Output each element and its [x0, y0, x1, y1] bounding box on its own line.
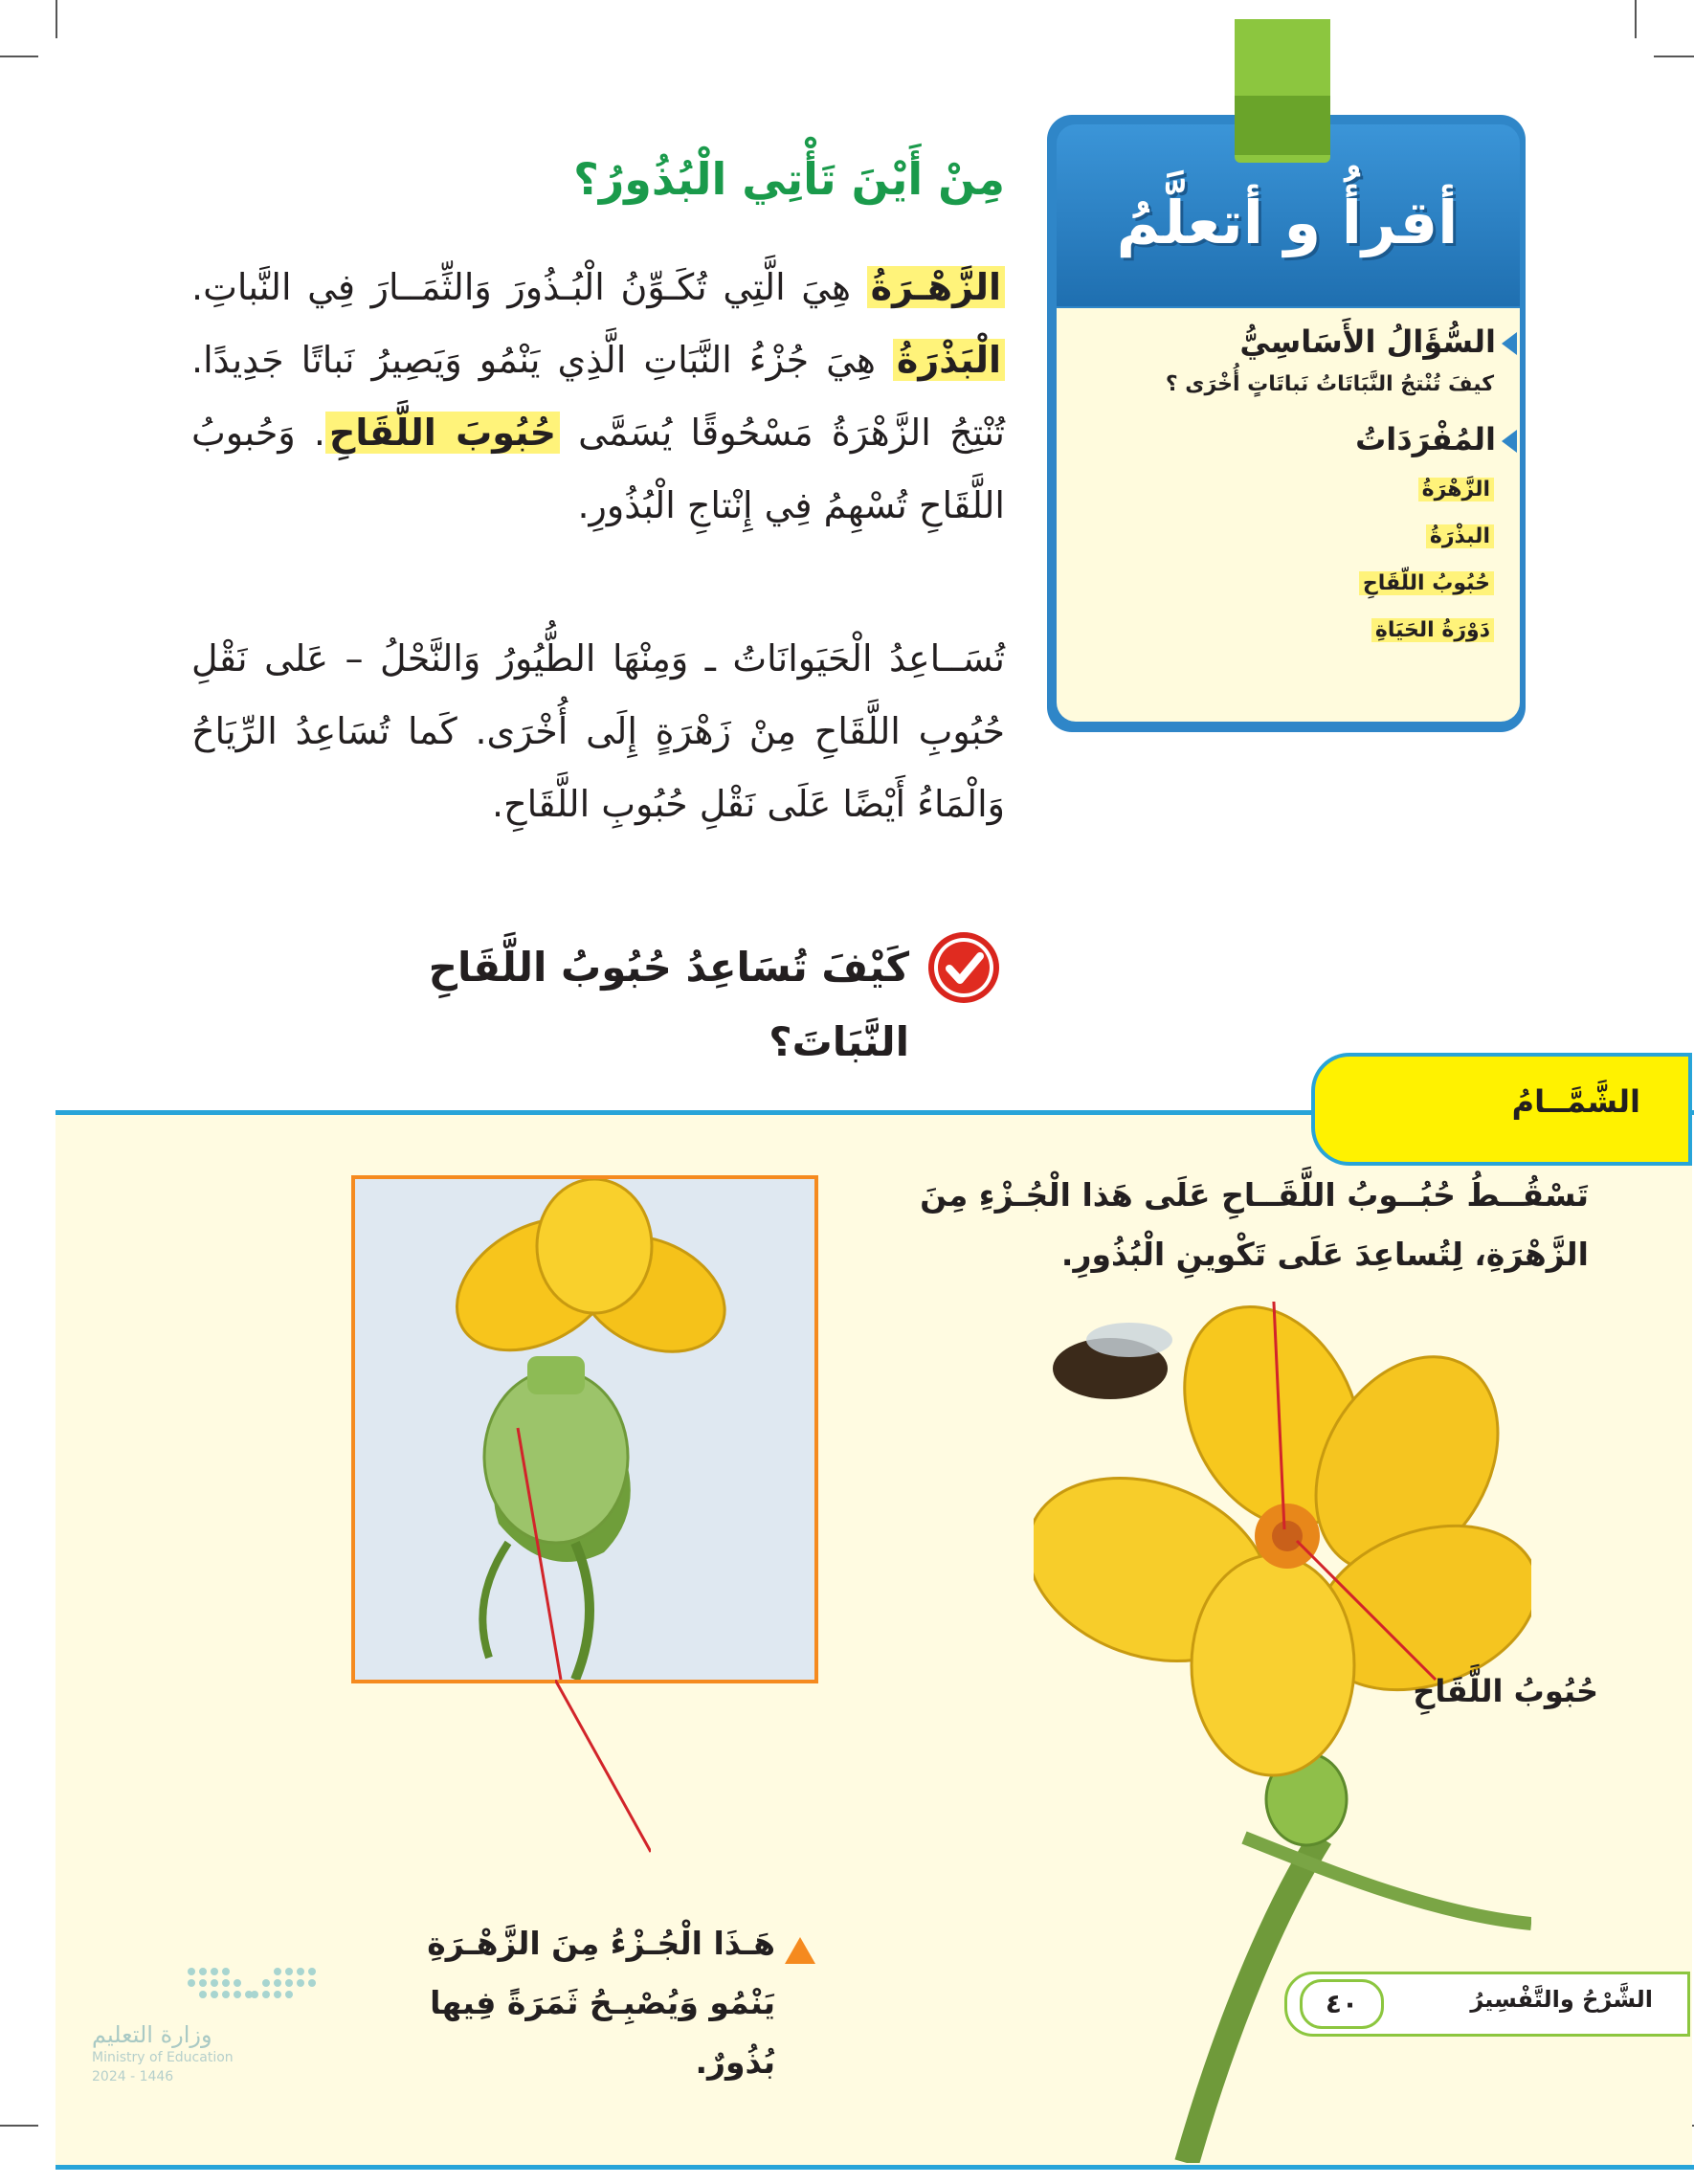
- essential-question-heading: [1067, 318, 1517, 366]
- ministry-name-ar: وزارة التعليم: [92, 2021, 212, 2048]
- section-label-tab: [1311, 1053, 1692, 1166]
- paragraph-2: تُسَــاعِدُ الْحَيَوانَاتُ ـ وَمِنْهَا الطُّيُورُ وَالنَّحْلُ – عَلى نَقْلِ حُبُوبِ اللَّقَاحِ مِنْ زَهْرَةٍ إِلَى أُخْرَى. كَما تُسَاعِدُ الرِّيَاحُ وَالْمَاءُ أَيْضًا عَلَى نَقْلِ حُبُوبِ اللَّقَاحِ.: [191, 637, 1005, 825]
- left-caption: هَـذَا الْجُـزْءُ مِنَ الزَّهْـرَةِ يَنْمُو وَيُصْبِـحُ ثَمَرَةً فِيها بُذُورٌ.: [427, 1925, 775, 2081]
- term-flower: الزَّهْـرَةُ: [867, 266, 1005, 308]
- vocabulary-list: [1067, 467, 1517, 655]
- learn-box-content: [1067, 318, 1517, 655]
- lesson-section-label: الشَّرْحُ والتَّفْسِيرُ: [1470, 1986, 1653, 2013]
- vocabulary-label: المُفْرَدَاتُ: [1355, 421, 1496, 457]
- ministry-year: 2024 - 1446: [92, 2069, 174, 2084]
- lesson-heading: مِنْ أَيْنَ تَأْتِي الْبُذُورُ؟: [573, 153, 1005, 205]
- section-border-bottom: [56, 2165, 1694, 2170]
- paragraph-1: [191, 251, 1005, 542]
- pointer-line: [555, 1680, 651, 1871]
- crop-mark: [1635, 0, 1637, 38]
- paragraph-text: هِيَ الَّتِي تُكَـوِّنُ الْبُـذُورَ وَالثِّمَــارَ فِي النَّباتِ.: [191, 266, 867, 308]
- vocab-item: دَوْرَةُ الحَيَاةِ: [1371, 618, 1494, 642]
- crop-mark: [56, 0, 57, 38]
- paragraph-text: تُنْتِجُ الزَّهْرَةُ مَسْحُوقًا يُسَمَّى: [560, 412, 1006, 454]
- melon-fruit-illustration: [355, 1179, 814, 1680]
- term-pollen: حُبُوبَ اللَّقَاحِ: [325, 412, 560, 454]
- section-label: الشَّمَّــامُ: [1511, 1083, 1640, 1120]
- page-number: ٤٠: [1300, 1979, 1384, 2029]
- essential-question: كيفَ تُنْتجُ النَّبَاتَاتُ نَباتَاتٍ أُخْرَى ؟: [1165, 372, 1494, 396]
- check-icon: [926, 930, 1001, 1005]
- paragraph-text: . وَحُبوبُ اللَّقَاحِ تُسْهِمُ فِي إِنْتاجِ الْبُذُورِ.: [191, 412, 1005, 526]
- bookmark-tab-fold: [1235, 96, 1330, 155]
- arrow-icon: [1502, 430, 1517, 453]
- term-seed: الْبَذْرَةُ: [893, 339, 1005, 381]
- essential-question-label: السُّؤَالُ الأَسَاسِيُّ: [1239, 323, 1496, 360]
- melon-fruit-frame: [351, 1175, 818, 1683]
- vocab-item: الزَّهْرَةُ: [1418, 478, 1494, 501]
- vocabulary-heading: [1067, 412, 1517, 467]
- crop-mark: [0, 56, 38, 57]
- crop-mark: [0, 2125, 38, 2127]
- crop-mark: [1654, 56, 1694, 57]
- right-caption: تَسْقُــطُ حُبُــوبُ اللَّقَــاحِ عَلَى هَذا الْجُـزْءِ مِنَ الزَّهْرَةِ، لِتُساعِدَ عَلَى تَكْوينِ الْبُذُورِ.: [920, 1176, 1589, 1273]
- ministry-logo-icon: [172, 1952, 345, 2019]
- pollen-label: حُبُوبُ اللَّقَاحِ: [1413, 1673, 1598, 1709]
- learn-box-title: أقرأُ و أتعلَّمُ: [1116, 188, 1459, 257]
- paragraph-text: هِيَ جُزْءُ النَّبَاتِ الَّذِي يَنْمُو وَيَصِيرُ نَباتًا جَدِيدًا.: [191, 339, 893, 381]
- vocab-item: حُبُوبُ اللّقَاحِ: [1359, 571, 1494, 595]
- vocab-item: البذْرَةُ: [1426, 524, 1494, 548]
- triangle-icon: [783, 1933, 817, 1968]
- ministry-name-en: Ministry of Education: [92, 2050, 234, 2065]
- check-question: كَيْفَ تُسَاعِدُ حُبُوبُ اللَّقَاحِ النَّبَاتَ؟: [428, 944, 909, 1065]
- arrow-icon: [1502, 332, 1517, 355]
